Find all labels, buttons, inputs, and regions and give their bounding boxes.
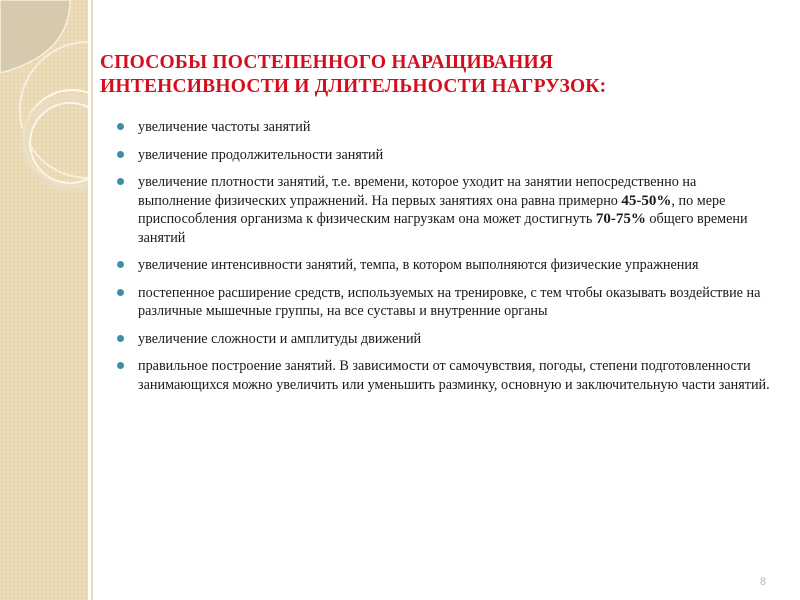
list-item [117,284,772,321]
list-item [117,118,772,137]
bullet-icon [117,289,124,296]
bullet-icon [117,151,124,158]
decorative-circles [0,0,88,600]
bullet-icon [117,123,124,130]
item-text: увеличение сложности и амплитуды движений [138,330,422,347]
percent-bold: 45-50% [621,192,672,209]
item-text: увеличение интенсивности занятий, темпа, в котором выполняются физические упражнения [138,257,699,273]
bullet-icon [117,178,124,185]
item-text: увеличение частоты занятий [138,119,311,135]
item-text: постепенное расширение средств, используемых на тренировке, с тем чтобы оказывать воздействие на различные мышечные группы, на все суставы и внутренние органы [138,284,761,319]
list-item [117,256,772,275]
list-item [117,330,772,349]
list-item [117,146,772,165]
percent-bold: 70-75% [595,211,646,227]
bullet-icon [117,261,124,268]
title-line-1: СПОСОБЫ ПОСТЕПЕННОГО НАРАЩИВАНИЯ [100,52,554,73]
item-text: правильное построение занятий. В зависимости от самочувствия, погоды, степени подготовленности занимающихся можно увеличить или уменьшить разминку, основную и заключительную части занятий. [138,358,770,393]
slide-title [100,51,760,99]
list-item [117,357,772,394]
item-text: общего времени занятий [138,211,748,246]
bullet-list [117,118,772,403]
page-number: 8 [760,576,767,588]
item-text: увеличение плотности занятий, т.е. времени, которое уходит на занятии непосредственно на выполнение физических упражнений. На первых занятиях она равна примерно [138,174,697,209]
title-line-2: ИНТЕНСИВНОСТИ И ДЛИТЕЛЬНОСТИ НАГРУЗОК: [100,76,607,97]
bullet-icon [117,362,124,369]
item-text: , по мере приспособления организма к физическим нагрузкам она может достигнуть [138,192,726,227]
bullet-icon [117,335,124,342]
item-text: увеличение продолжительности занятий [138,146,384,163]
decorative-side-panel [0,0,88,600]
divider [91,0,93,600]
list-item [117,173,772,247]
